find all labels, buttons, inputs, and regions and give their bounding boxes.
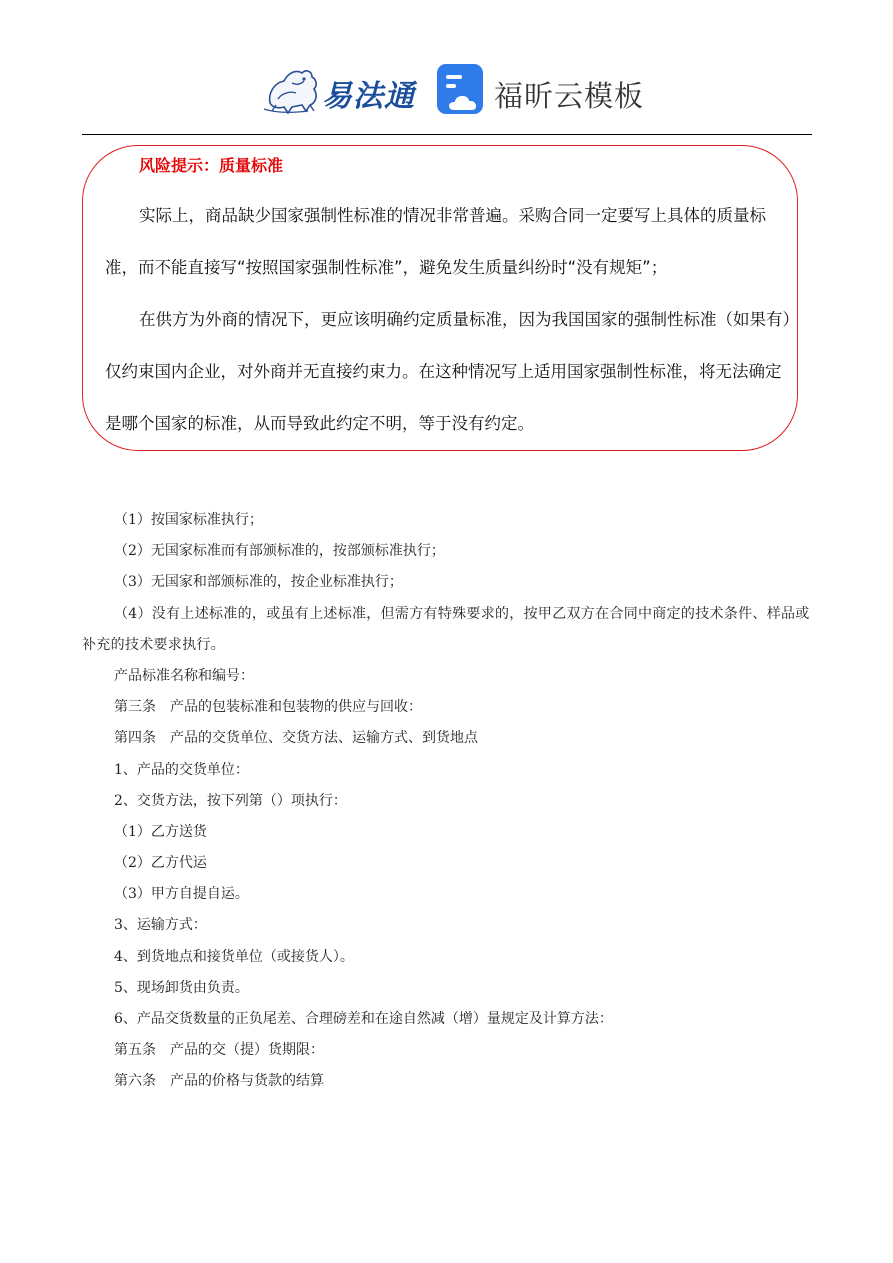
risk-paragraph-2: 在供方为外商的情况下，更应该明确约定质量标准，因为我国国家的强制性标准（如果有）仅约束国内企业，对外商并无直接约束力。在这种情况写上适用国家强制性标准，将无法确定是哪个国家的标准，从而导致此约定不明，等于没有约定。 [105,310,791,433]
clause-line: （1）按国家标准执行； [114,512,263,528]
contract-body [82,505,812,1098]
clause-line: （3）甲方自提自运。 [114,886,249,903]
header-divider [82,134,812,135]
yifatong-logo-text: 易法通 [322,79,415,114]
qilin-icon [262,63,324,115]
foxit-logo-text: 福昕云模板 [494,79,645,113]
clause-line: 3、运输方式： [114,917,207,934]
clause-line: 第四条 产品的交货单位、交货方法、运输方式、到货地点 [114,730,478,747]
clause-line: 第六条 产品的价格与货款的结算 [114,1073,324,1090]
yifatong-logo [262,63,422,115]
foxit-cloud-template-logo [436,63,646,119]
clause-line: （4）没有上述标准的，或虽有上述标准，但需方有特殊要求的，按甲乙双方在合同中商定的技术条件、样品或补充的技术要求执行。 [82,605,810,653]
page-header [0,55,893,125]
clause-line: 5、现场卸货由负责。 [114,979,249,996]
clause-line: 1、产品的交货单位： [114,761,249,778]
risk-warning-box [82,145,798,451]
clause-line: （2）无国家标准而有部颁标准的，按部颁标准执行； [114,543,445,560]
cloud-document-icon [436,63,486,117]
clause-line: 6、产品交货数量的正负尾差、合理磅差和在途自然减（增）量规定及计算方法： [114,1011,613,1028]
clause-line: （2）乙方代运 [114,855,207,872]
clause-line: 第五条 产品的交（提）货期限： [114,1042,324,1059]
clause-line: （3）无国家和部颁标准的，按企业标准执行； [114,574,403,591]
risk-title: 风险提示：质量标准 [139,156,284,175]
clause-line: 4、到货地点和接货单位（或接货人）。 [114,948,354,965]
clause-line: （1）乙方送货 [114,823,207,840]
clause-line: 第三条 产品的包装标准和包装物的供应与回收： [114,699,422,716]
clause-line: 2、交货方法，按下列第（）项执行： [114,792,347,809]
clause-line: 产品标准名称和编号： [114,667,254,684]
risk-paragraph-1: 实际上，商品缺少国家强制性标准的情况非常普遍。采购合同一定要写上具体的质量标准，而不能直接写“按照国家强制性标准”，避免发生质量纠纷时“没有规矩”； [105,206,766,277]
